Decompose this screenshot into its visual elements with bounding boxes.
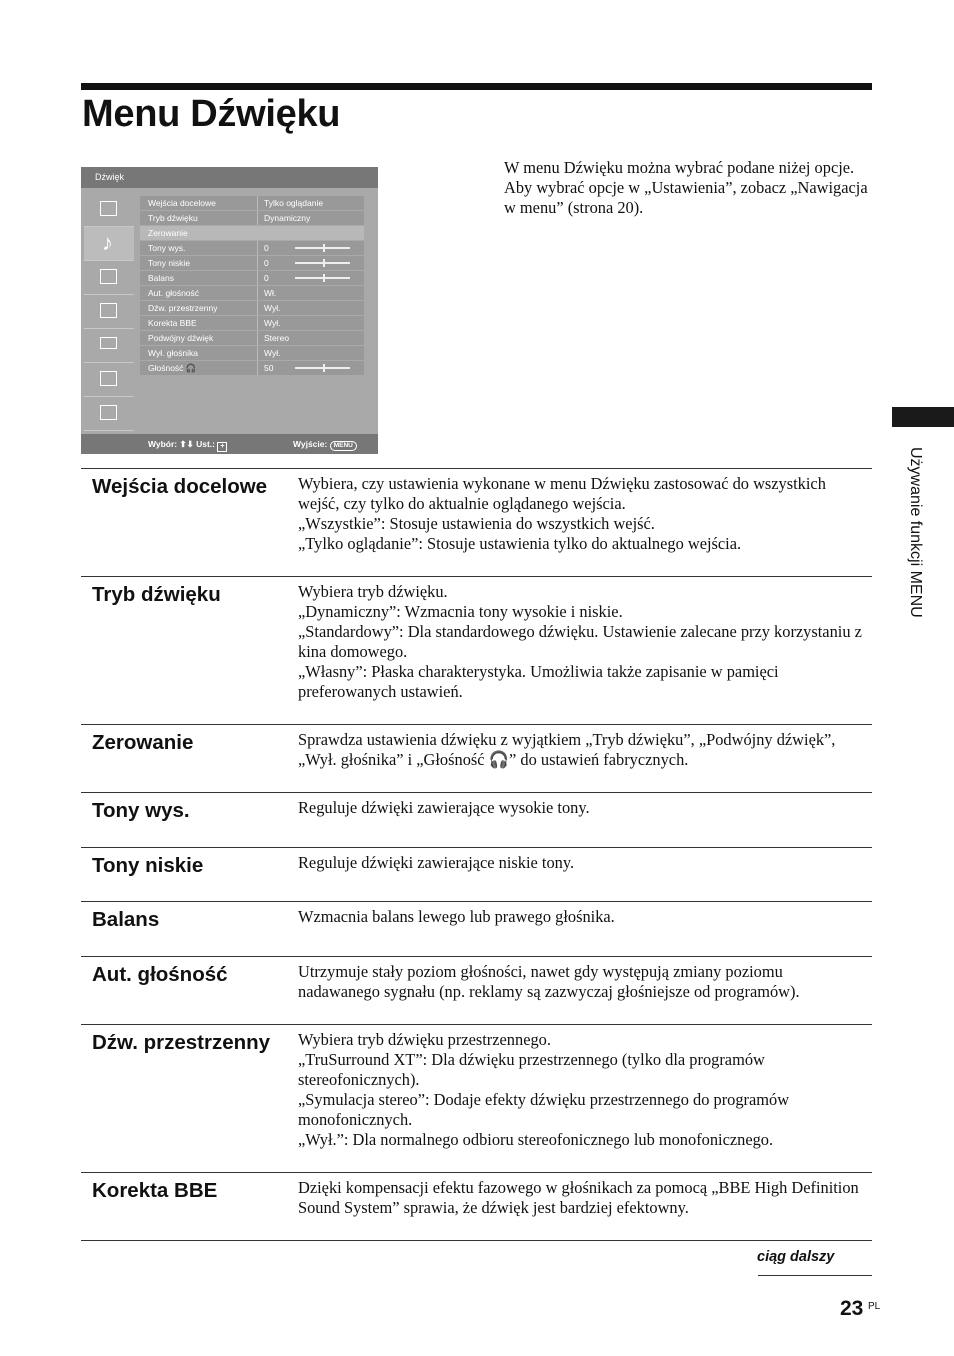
select-hint: Wybór: ⬆⬇ Ust.: +: [148, 439, 227, 452]
slider: [295, 247, 350, 249]
tv-menu-footer: [81, 434, 378, 454]
page-number: 23: [840, 1297, 864, 1320]
continued-label: ciąg dalszy: [757, 1249, 835, 1265]
definitions-table: [81, 468, 872, 1241]
definition-row: Dźw. przestrzenny Wybiera tryb dźwięku przestrzennego. „TruSurround XT”: Dla dźwięku przestrzennego (tylko dla programów stereofonicznych). „Symulacja stereo”: Dodaje efekty dźwięku przestrzennego do programów monofonicznych. „Wył.”: Dla normalnego odbioru stereofonicznego lub monofonicznego.: [81, 1024, 872, 1172]
page-title: Menu Dźwięku: [82, 93, 341, 135]
digital-setup-icon: [84, 397, 134, 431]
slider: [295, 367, 350, 369]
tv-row: Aut. głośność Wł.: [140, 286, 364, 300]
tv-row: Podwójny dźwięk Stereo: [140, 331, 364, 345]
slider: [295, 262, 350, 264]
definition-row: Tony niskie Reguluje dźwięki zawierające niskie tony.: [81, 847, 872, 901]
page-language: PL: [868, 1301, 881, 1312]
title-rule: [81, 83, 872, 90]
analog-setup-icon: [84, 363, 134, 397]
intro-text: W menu Dźwięku można wybrać podane niżej opcje. Aby wybrać opcje w „Ustawienia”, zobacz „Nawigacja w menu” (strona 20).: [504, 158, 868, 217]
pc-icon: [84, 329, 134, 363]
plus-icon: +: [217, 442, 227, 452]
definition-row: Balans Wzmacnia balans lewego lub prawego głośnika.: [81, 901, 872, 956]
continued-rule: [758, 1275, 872, 1276]
tv-row: Dźw. przestrzenny Wył.: [140, 301, 364, 315]
music-note-icon: ♪: [84, 227, 134, 261]
definition-row: Korekta BBE Dzięki kompensacji efektu fazowego w głośnikach za pomocą „BBE High Definition Sound System” sprawia, że dźwięk jest bardziej efektowny.: [81, 1172, 872, 1240]
section-tab: [892, 407, 954, 427]
tv-menu-title: Dźwięk: [95, 172, 125, 182]
definition-row: Tony wys. Reguluje dźwięki zawierające wysokie tony.: [81, 792, 872, 847]
slider: [295, 277, 350, 279]
definition-row: Zerowanie Sprawdza ustawienia dźwięku z wyjątkiem „Tryb dźwięku”, „Podwójny dźwięk”, „Wył. głośnika” i „Głośność 🎧” do ustawień fabrycznych.: [81, 724, 872, 792]
tv-row: Wejścia docelowe Tylko oglądanie: [140, 196, 364, 210]
definition-row: Aut. głośność Utrzymuje stały poziom głośności, nawet gdy występują zmiany poziomu nadawanego sygnału (np. reklamy są zazwyczaj głośniejsze od programów).: [81, 956, 872, 1024]
definition-row: Wejścia docelowe Wybiera, czy ustawienia wykonane w menu Dźwięku zastosować do wszystkich wejść, czy tylko do aktualnie oglądanego wejścia. „Wszystkie”: Stosuje ustawienia do wszystkich wejść. „Tylko oglądanie”: Stosuje ustawienia tylko do aktualnego wejścia.: [81, 468, 872, 576]
tv-row: Wył. głośnika Wył.: [140, 346, 364, 360]
tv-menu-screenshot: [81, 167, 378, 454]
settings-list-icon: [84, 295, 134, 329]
tv-row: Tony niskie 0: [140, 256, 364, 270]
tv-row: Balans 0: [140, 271, 364, 285]
tv-menu-header: [81, 167, 378, 188]
section-tab-label: Używanie funkcji MENU: [907, 447, 924, 618]
tv-menu-rows: [140, 196, 364, 376]
exit-hint: Wyjście: MENU: [293, 439, 357, 451]
tv-row: Tony wys. 0: [140, 241, 364, 255]
tv-menu-sidebar: [81, 188, 136, 434]
tv-row: Głośność 🎧 50: [140, 361, 364, 375]
screen-icon: [84, 261, 134, 295]
picture-icon: [84, 193, 134, 227]
tv-row: Tryb dźwięku Dynamiczny: [140, 211, 364, 225]
table-end-rule: [81, 1240, 872, 1241]
tv-row: Korekta BBE Wył.: [140, 316, 364, 330]
definition-row: Tryb dźwięku Wybiera tryb dźwięku. „Dynamiczny”: Wzmacnia tony wysokie i niskie. „Standardowy”: Dla standardowego dźwięku. Ustawienie zalecane przy korzystaniu z kina domowego. „Własny”: Płaska charakterystyka. Umożliwia także zapisanie w pamięci preferowanych ustawień.: [81, 576, 872, 724]
tv-row: Zerowanie: [140, 226, 364, 240]
menu-button-icon: MENU: [330, 441, 357, 451]
